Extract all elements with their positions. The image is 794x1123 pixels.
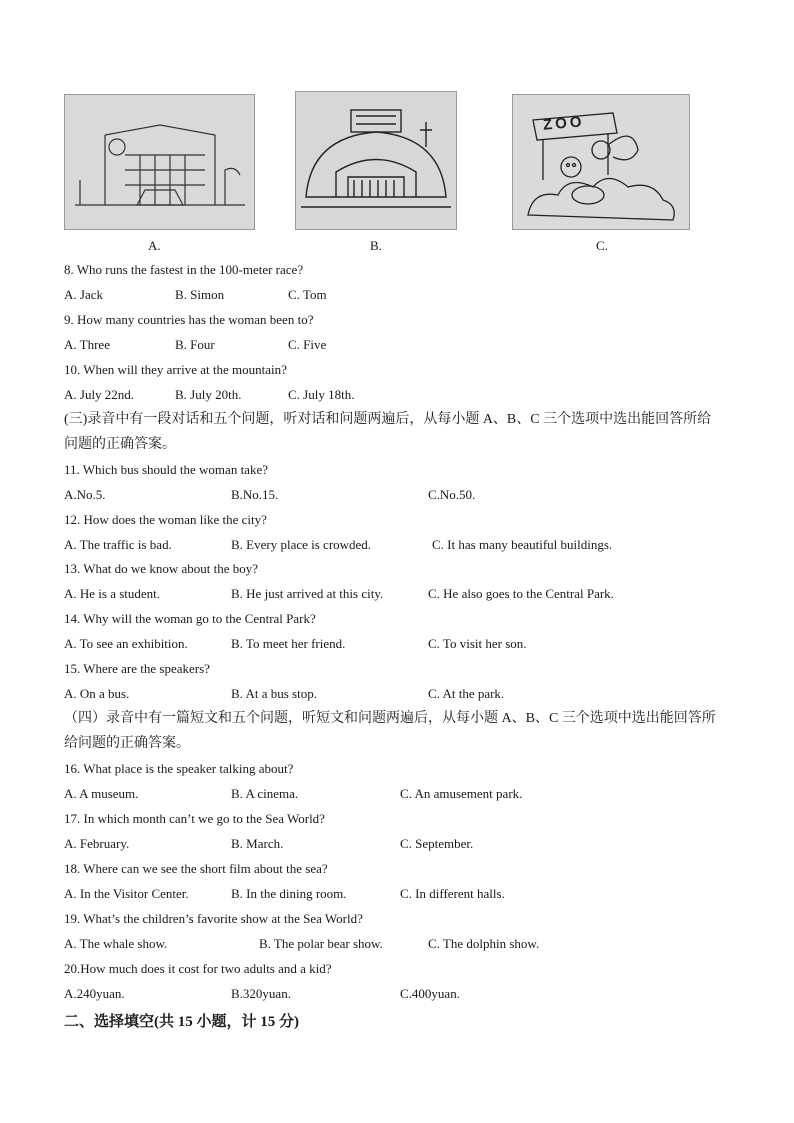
q16-option-a: A. A museum. [64,786,139,801]
q16-option-b: B. A cinema. [231,786,299,801]
q10-option-b: B. July 20th. [175,387,242,402]
q11-option-b: B.No.15. [231,487,279,502]
q10-option-c: C. July 18th. [288,387,355,402]
q10-option-a: A. July 22nd. [64,387,135,402]
building-drawing [65,95,254,229]
q14-option-c: C. To visit her son. [428,636,527,651]
question-12: 12. How does the woman like the city? [64,512,267,527]
picture-label-b: B. [370,238,382,253]
picture-c-zoo [512,94,690,230]
q8-option-b: B. Simon [175,287,225,302]
question-18: 18. Where can we see the short film about the sea? [64,861,328,876]
q16-option-c: C. An amusement park. [400,786,523,801]
q15-option-b: B. At a bus stop. [231,686,317,701]
zoo-drawing [513,95,689,229]
q19-option-a: A. The whale show. [64,936,168,951]
section-4-instruction-line2: 给问题的正确答案。 [64,736,190,751]
question-13: 13. What do we know about the boy? [64,561,258,576]
q8-option-c: C. Tom [288,287,327,302]
question-20: 20.How much does it cost for two adults and a kid? [64,961,332,976]
q14-option-a: A. To see an exhibition. [64,636,188,651]
part-2-title: 二、选择填空(共 15 小题，计 15 分) [64,1014,299,1030]
q9-option-c: C. Five [288,337,327,352]
q20-option-a: A.240yuan. [64,986,125,1001]
q18-option-b: B. In the dining room. [231,886,347,901]
question-16: 16. What place is the speaker talking about? [64,761,294,776]
picture-b-gate [295,91,457,230]
q20-option-c: C.400yuan. [400,986,460,1001]
question-14: 14. Why will the woman go to the Central Park? [64,611,316,626]
section-3-instruction-line1: (三)录音中有一段对话和五个问题，听对话和问题两遍后，从每小题 A、B、C 三个选项中选出能回答所给 [64,412,712,427]
q11-option-c: C.No.50. [428,487,476,502]
q17-option-a: A. February. [64,836,130,851]
q18-option-c: C. In different halls. [400,886,505,901]
q11-option-a: A.No.5. [64,487,106,502]
question-9: 9. How many countries has the woman been to? [64,312,314,327]
question-17: 17. In which month can’t we go to the Sea World? [64,811,325,826]
q19-option-c: C. The dolphin show. [428,936,540,951]
picture-label-a: A. [148,238,161,253]
q19-option-b: B. The polar bear show. [259,936,383,951]
q18-option-a: A. In the Visitor Center. [64,886,189,901]
q9-option-b: B. Four [175,337,215,352]
picture-label-c: C. [596,238,608,253]
q9-option-a: A. Three [64,337,110,352]
q13-option-b: B. He just arrived at this city. [231,586,384,601]
q13-option-c: C. He also goes to the Central Park. [428,586,614,601]
zoo-sign-text: ZOO [542,113,586,134]
q12-option-c: C. It has many beautiful buildings. [432,537,613,552]
section-3-instruction-line2: 问题的正确答案。 [64,437,176,452]
q12-option-b: B. Every place is crowded. [231,537,372,552]
gate-drawing [296,92,456,229]
q17-option-c: C. September. [400,836,474,851]
question-10: 10. When will they arrive at the mountain? [64,362,287,377]
question-11: 11. Which bus should the woman take? [64,462,268,477]
question-15: 15. Where are the speakers? [64,661,210,676]
q15-option-a: A. On a bus. [64,686,130,701]
q14-option-b: B. To meet her friend. [231,636,346,651]
section-4-instruction-line1: （四）录音中有一篇短文和五个问题，听短文和问题两遍后，从每小题 A、B、C 三个选项中选出能回答所 [64,711,716,726]
q13-option-a: A. He is a student. [64,586,161,601]
picture-a-building [64,94,255,230]
q20-option-b: B.320yuan. [231,986,291,1001]
question-8: 8. Who runs the fastest in the 100-meter race? [64,262,304,277]
q12-option-a: A. The traffic is bad. [64,537,172,552]
q8-option-a: A. Jack [64,287,103,302]
q17-option-b: B. March. [231,836,284,851]
question-19: 19. What’s the children’s favorite show at the Sea World? [64,911,363,926]
q15-option-c: C. At the park. [428,686,505,701]
